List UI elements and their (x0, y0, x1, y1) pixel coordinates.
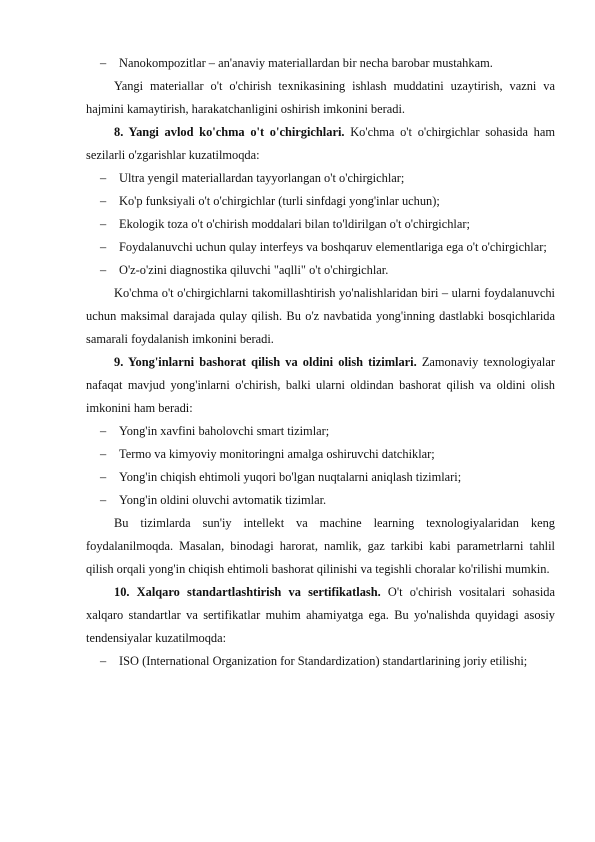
dash-bullet: – (100, 493, 107, 507)
document-body (86, 52, 555, 673)
dash-bullet: – (100, 654, 107, 668)
paragraph-text: Yangi materiallar o't o'chirish texnikasining ishlash muddatini uzaytirish, vazni va hajmini kamaytirish, harakatchanligini oshirish imkonini beradi. (86, 79, 555, 116)
list-item-text: Termo va kimyoviy monitoringni amalga oshiruvchi datchiklar; (119, 447, 435, 461)
list-item-text: ISO (International Organization for Standardization) standartlarining joriy etilishi; (119, 654, 528, 668)
list-item (86, 489, 555, 512)
list-item (86, 167, 555, 190)
list-item-text: Nanokompozitlar – an'anaviy materiallardan bir necha barobar mustahkam. (119, 56, 493, 70)
list-item-text: Ultra yengil materiallardan tayyorlangan o't o'chirgichlar; (119, 171, 405, 185)
paragraph-text: Ko'chma o't o'chirgichlarni takomillashtirish yo'nalishlaridan biri – ularni foydalanuvchi uchun maksimal darajada qulay qilish. Bu o'z navbatida yong'inning dastlabki bosqichlarida samarali foydalanish imkonini beradi. (86, 286, 555, 346)
list-item-text: Ekologik toza o't o'chirish moddalari bilan to'ldirilgan o't o'chirgichlar; (119, 217, 470, 231)
list-item (86, 236, 555, 259)
list-item (86, 650, 555, 673)
list-item-text: Foydalanuvchi uchun qulay interfeys va boshqaruv elementlariga ega o't o'chirgichlar; (119, 240, 547, 254)
list-item-text: Yong'in xavfini baholovchi smart tizimlar; (119, 424, 330, 438)
list-item (86, 52, 555, 75)
dash-bullet: – (100, 263, 107, 277)
list-item-text: Yong'in oldini oluvchi avtomatik tizimlar. (119, 493, 327, 507)
dash-bullet: – (100, 424, 107, 438)
dash-bullet: – (100, 217, 107, 231)
list-item-text: Yong'in chiqish ehtimoli yuqori bo'lgan nuqtalarni aniqlash tizimlari; (119, 470, 462, 484)
list-item-text: Ko'p funksiyali o't o'chirgichlar (turli sinfdagi yong'inlar uchun); (119, 194, 440, 208)
dash-bullet: – (100, 240, 107, 254)
paragraph-text: Bu tizimlarda sun'iy intellekt va machine learning texnologiyalaridan keng foydalanilmoqda. Masalan, binodagi harorat, namlik, gaz tarkibi kabi parametrlarni tahlil qilish orqali yong'in chiqish ehtimoli bashorat qilinishi va tegishli choralar ko'rilishi mumkin. (86, 516, 555, 576)
dash-bullet: – (100, 171, 107, 185)
dash-bullet: – (100, 56, 107, 70)
dash-bullet: – (100, 470, 107, 484)
paragraph (86, 282, 555, 351)
list-item (86, 213, 555, 236)
list-item (86, 190, 555, 213)
paragraph (86, 75, 555, 121)
list-item-text: O'z-o'zini diagnostika qiluvchi "aqlli" o't o'chirgichlar. (119, 263, 389, 277)
list-item (86, 420, 555, 443)
paragraph (86, 351, 555, 420)
section-heading: 10. Xalqaro standartlashtirish va sertifikatlash. (114, 585, 381, 599)
section-heading: 8. Yangi avlod ko'chma o't o'chirgichlari. (114, 125, 345, 139)
paragraph-text: O't o'chirish vositalari sohasida xalqaro standartlar va sertifikatlar muhim ahamiyatga ega. Bu yo'nalishda quyidagi asosiy tendensiyalar kuzatilmoqda: (86, 585, 555, 645)
dash-bullet: – (100, 447, 107, 461)
list-item (86, 443, 555, 466)
paragraph (86, 121, 555, 167)
paragraph (86, 512, 555, 581)
list-item (86, 466, 555, 489)
paragraph (86, 581, 555, 650)
paragraph-text: Ko'chma o't o'chirgichlar sohasida ham sezilarli o'zgarishlar kuzatilmoqda: (86, 125, 555, 162)
section-heading: 9. Yong'inlarni bashorat qilish va oldini olish tizimlari. (114, 355, 417, 369)
list-item (86, 259, 555, 282)
dash-bullet: – (100, 194, 107, 208)
paragraph-text: Zamonaviy texnologiyalar nafaqat mavjud yong'inlarni o'chirish, balki ularni oldindan bashorat qilish va oldini olish imkonini ham beradi: (86, 355, 555, 415)
